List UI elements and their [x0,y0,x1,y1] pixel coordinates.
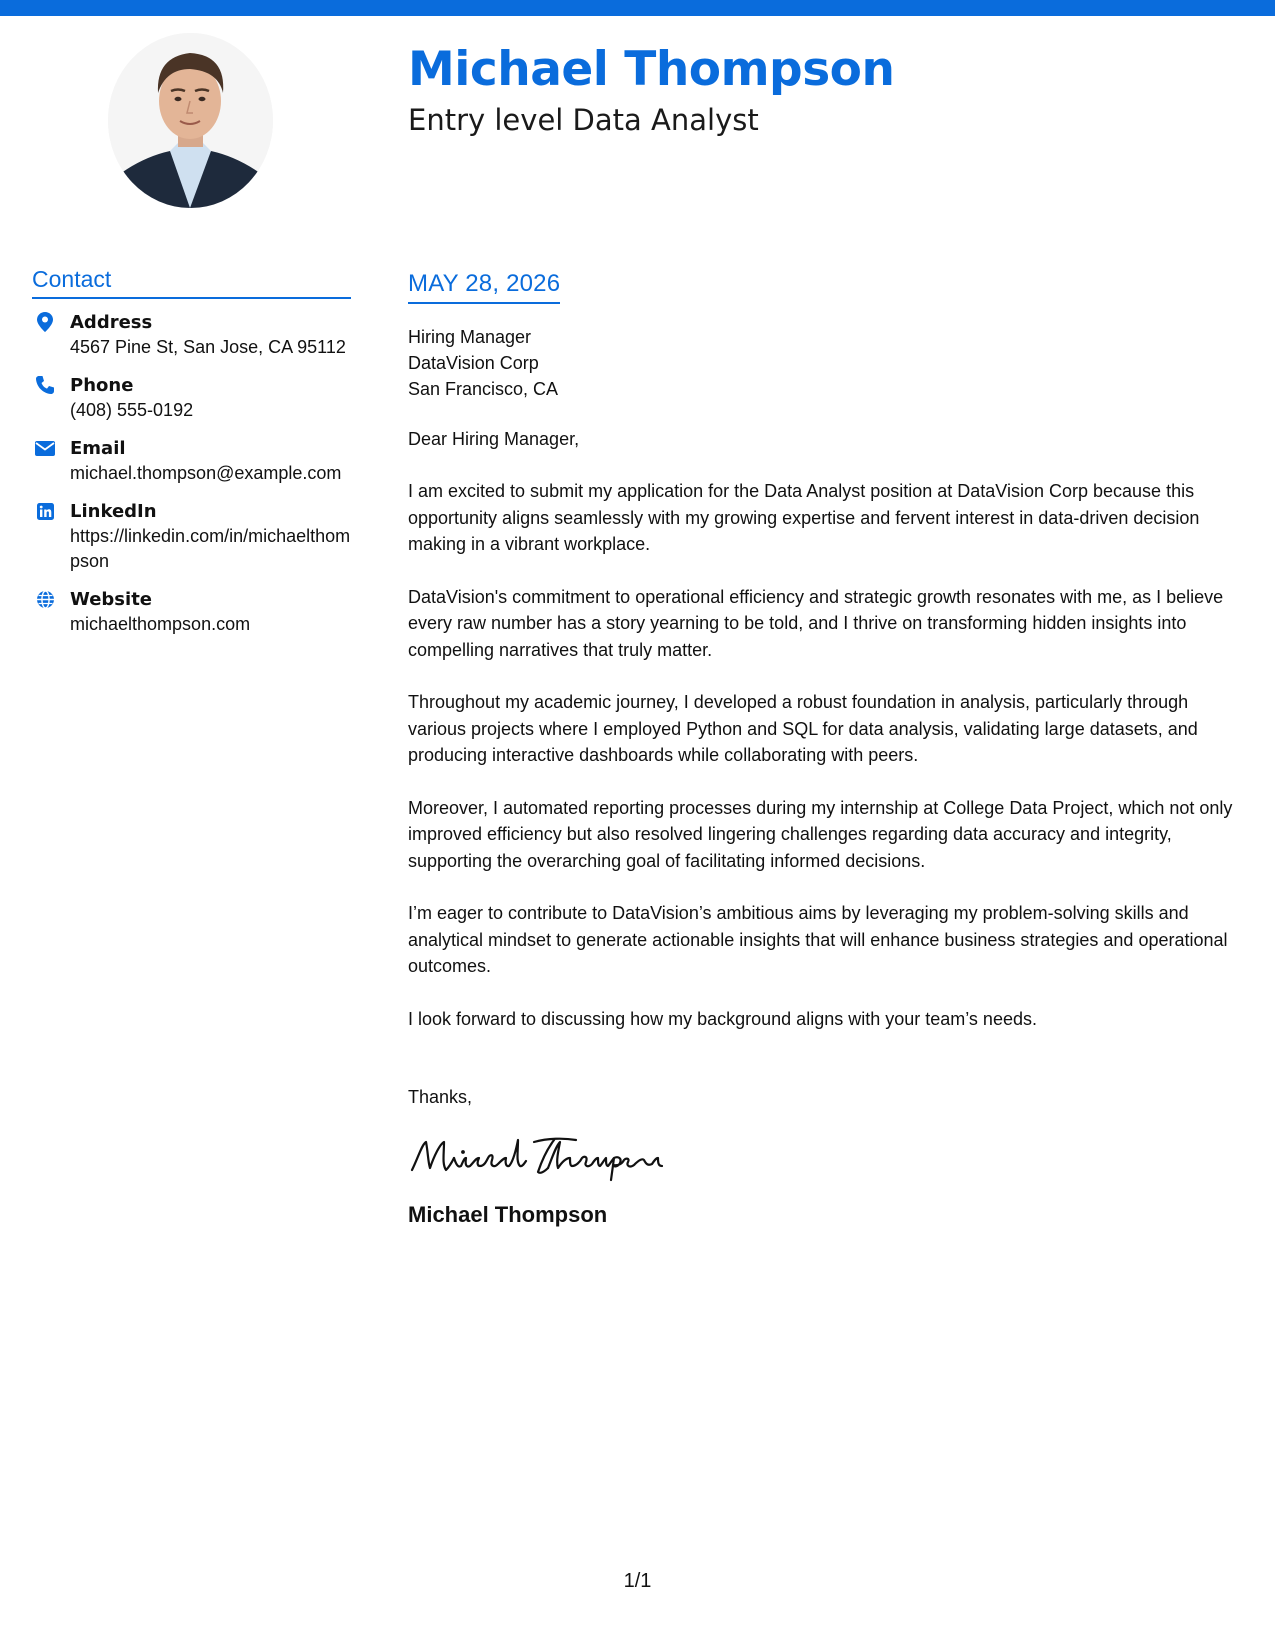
contact-label: LinkedIn [70,501,157,522]
phone-icon [34,374,56,396]
contact-label: Phone [70,375,134,396]
email-value[interactable]: michael.thompson@example.com [70,463,342,483]
job-title: Entry level Data Analyst [408,103,759,137]
recipient-line: DataVision Corp [408,353,539,373]
closing: Thanks, [408,1087,473,1107]
contact-item-linkedin [32,500,351,574]
salutation: Dear Hiring Manager, [408,429,580,449]
recipient-block [408,324,1250,402]
letter-paragraph: I’m eager to contribute to DataVision’s ambitious aims by leveraging my problem-solving skills and analytical mindset to generate actionable insights that will enhance business strategies and operational outcomes. [408,903,1228,976]
contact-item-phone [32,374,351,423]
letter-date: MAY 28, 2026 [408,270,561,297]
location-pin-icon [34,311,56,333]
page-number: 1/1 [623,1570,652,1592]
contact-label: Address [70,312,153,333]
recipient-line: Hiring Manager [408,327,532,347]
top-accent-bar [0,0,1275,16]
contact-label: Website [70,589,153,610]
contact-heading: Contact [32,266,351,299]
address-value: 4567 Pine St, San Jose, CA 95112 [70,337,346,357]
letter-paragraph: I look forward to discussing how my background aligns with your team’s needs. [408,1008,1037,1029]
contact-label: Email [70,438,126,459]
letter-body [408,270,1250,1228]
date-underline [408,270,560,304]
contact-item-address [32,311,351,360]
letter-paragraph: Throughout my academic journey, I developed a robust foundation in analysis, particularly through various projects where I employed Python and SQL for data analysis, validating large datasets, and producing interactive dashboards while collaborating with peers. [408,692,1198,765]
globe-icon [34,588,56,610]
profile-photo [108,33,273,208]
phone-value[interactable]: (408) 555-0192 [70,400,194,420]
contact-item-website [32,588,351,637]
envelope-icon [34,437,56,459]
contact-sidebar [32,266,351,651]
recipient-line: San Francisco, CA [408,379,559,399]
signer-name: Michael Thompson [408,1202,608,1227]
handwritten-signature [408,1128,668,1188]
contact-item-email [32,437,351,486]
website-value[interactable]: michaelthompson.com [70,614,251,634]
letter-paragraph: I am excited to submit my application for the Data Analyst position at DataVision Corp because this opportunity aligns seamlessly with my growing expertise and fervent interest in data-driven decision making in a vibrant workplace. [408,481,1200,554]
linkedin-value[interactable]: https://linkedin.com/in/michaelthompson [70,526,351,571]
applicant-name: Michael Thompson [408,42,895,97]
linkedin-icon [34,500,56,522]
letter-paragraph: DataVision's commitment to operational efficiency and strategic growth resonates with me, as I believe every raw number has a story yearning to be told, and I thrive on transforming hidden insights into compelling narratives that truly matter. [408,586,1224,660]
letter-paragraph: Moreover, I automated reporting processes during my internship at College Data Project, which not only improved efficiency but also resolved lingering challenges regarding data accuracy and integrity, supporting the overarching goal of facilitating informed decisions. [408,797,1233,871]
